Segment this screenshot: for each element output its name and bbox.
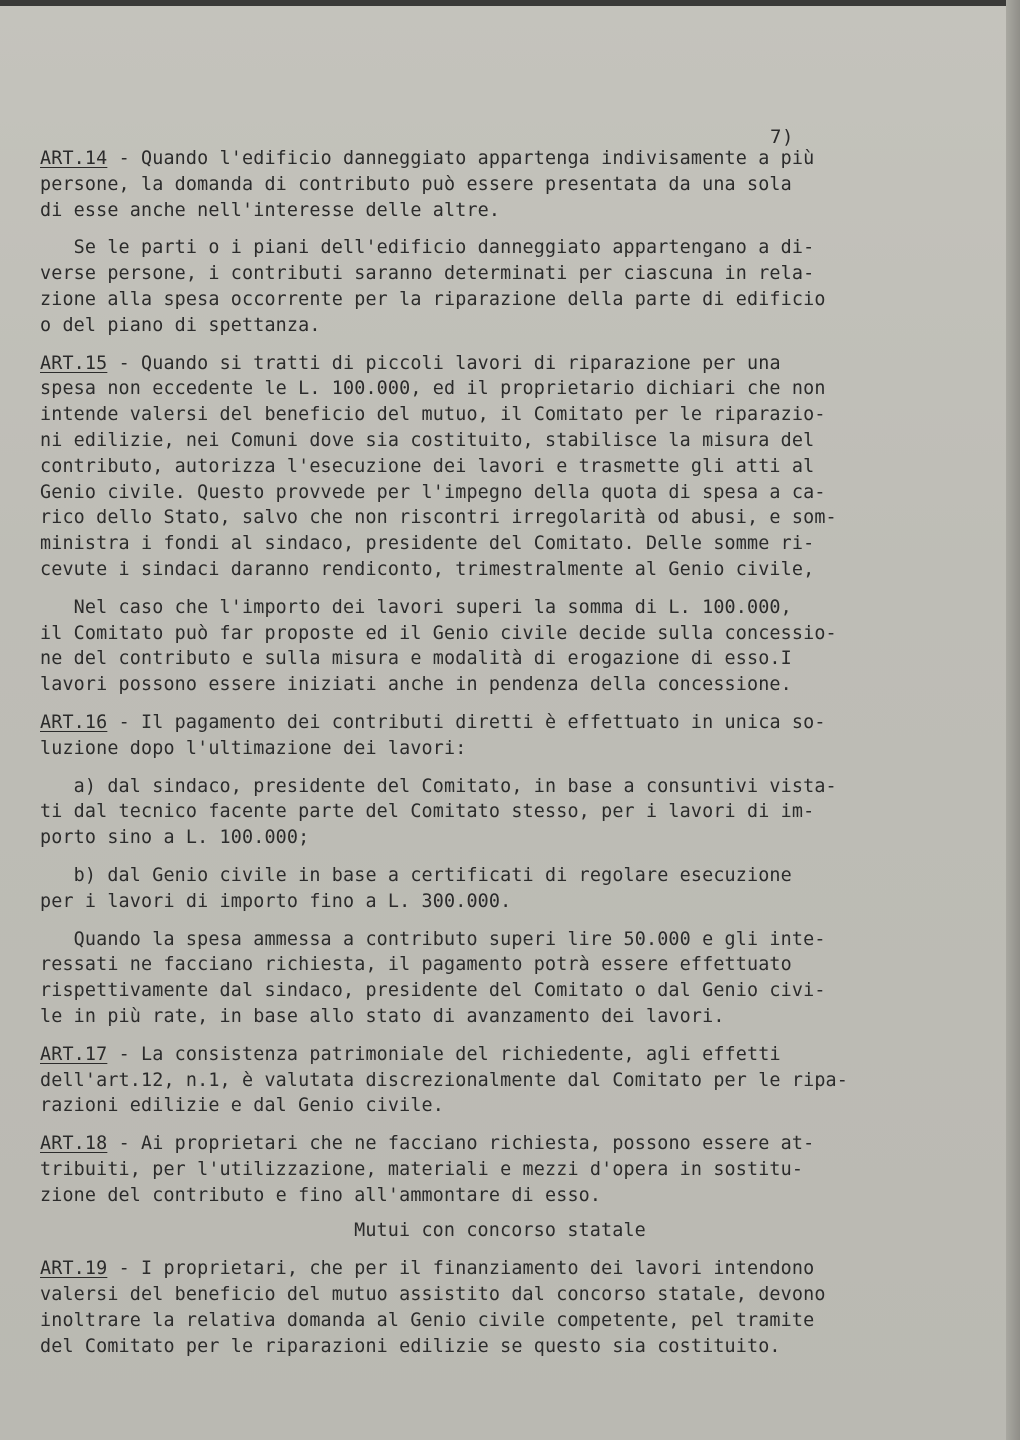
article-label: ART.19 [40, 1258, 108, 1280]
article-18 [40, 1131, 960, 1208]
text-line: a) dal sindaco, presidente del Comitato, in base a consuntivi vista- [40, 775, 837, 797]
article-16 [40, 710, 960, 762]
text-line: Nel caso che l'importo dei lavori superi la somma di L. 100.000, [40, 596, 792, 618]
text-line: o del piano di spettanza. [40, 314, 321, 336]
text-line: spesa non eccedente le L. 100.000, ed il proprietario dichiari che non [40, 378, 826, 400]
text-line: luzione dopo l'ultimazione dei lavori: [40, 737, 467, 759]
text-line: Quando la spesa ammessa a contributo superi lire 50.000 e gli inte- [40, 928, 826, 950]
article-label: ART.17 [40, 1043, 108, 1065]
article-14 [40, 146, 960, 223]
text-line: zione del contributo e fino all'ammontare di esso. [40, 1184, 602, 1206]
text-line: valersi del beneficio del mutuo assistito dal concorso statale, devono [40, 1284, 826, 1306]
text-line: tribuiti, per l'utilizzazione, materiali e mezzi d'opera in sostitu- [40, 1158, 804, 1180]
text-line: rico dello Stato, salvo che non riscontri irregolarità od abusi, e som- [40, 507, 837, 529]
article-15 [40, 351, 960, 583]
text-line: del Comitato per le riparazioni edilizie se questo sia costituito. [40, 1335, 781, 1357]
scan-right-edge [1006, 0, 1020, 1440]
page-number: 7) [770, 126, 794, 148]
text-line: - Quando si tratti di piccoli lavori di riparazione per una [107, 352, 781, 374]
text-line: verse persone, i contributi saranno determinati per ciascuna in rela- [40, 263, 815, 285]
text-line: ti dal tecnico facente parte del Comitato stesso, per i lavori di im- [40, 801, 815, 823]
text-line: ministra i fondi al sindaco, presidente del Comitato. Delle somme ri- [40, 533, 815, 555]
section-heading: Mutui con concorso statale [354, 1220, 646, 1242]
text-line: ressati ne facciano richiesta, il pagamento potrà essere effettuato [40, 954, 792, 976]
text-line: lavori possono essere iniziati anche in pendenza della concessione. [40, 674, 792, 696]
text-line: - Il pagamento dei contributi diretti è effettuato in unica so- [107, 711, 826, 733]
text-line: il Comitato può far proposte ed il Genio civile decide sulla concessio- [40, 622, 837, 644]
article-17 [40, 1042, 960, 1119]
text-line: le in più rate, in base allo stato di avanzamento dei lavori. [40, 1005, 725, 1027]
document-body [40, 146, 960, 1371]
text-line: Genio civile. Questo provvede per l'impegno della quota di spesa a ca- [40, 481, 826, 503]
text-line: inoltrare la relativa domanda al Genio civile competente, pel tramite [40, 1309, 815, 1331]
article-label: ART.15 [40, 352, 108, 374]
text-line: zione alla spesa occorrente per la riparazione della parte di edificio [40, 288, 826, 310]
text-line: Se le parti o i piani dell'edificio danneggiato appartengano a di- [40, 237, 815, 259]
article-label: ART.14 [40, 148, 108, 169]
scan-top-edge [0, 0, 1020, 6]
text-line: ne del contributo e sulla misura e modalità di erogazione di esso.I [40, 648, 792, 670]
article-label: ART.16 [40, 711, 108, 733]
text-line: rispettivamente dal sindaco, presidente del Comitato o dal Genio civi- [40, 980, 826, 1002]
article-16-item-b [40, 863, 960, 915]
text-line: di esse anche nell'interesse delle altre. [40, 199, 501, 221]
text-line: b) dal Genio civile in base a certificati di regolare esecuzione [40, 864, 792, 886]
article-label: ART.18 [40, 1133, 108, 1155]
article-16-item-a [40, 774, 960, 851]
article-14-paragraph-2 [40, 235, 960, 338]
text-line: persone, la domanda di contributo può essere presentata da una sola [40, 173, 792, 195]
text-line: dell'art.12, n.1, è valutata discrezionalmente dal Comitato per le ripa- [40, 1069, 848, 1091]
text-line: - Quando l'edificio danneggiato appartenga indivisamente a più [107, 148, 815, 169]
article-16-paragraph-3 [40, 927, 960, 1030]
text-line: per i lavori di importo fino a L. 300.000. [40, 890, 512, 912]
text-line: - Ai proprietari che ne facciano richiesta, possono essere at- [107, 1133, 815, 1155]
text-line: intende valersi del beneficio del mutuo, il Comitato per le riparazio- [40, 404, 826, 426]
text-line: razioni edilizie e dal Genio civile. [40, 1095, 444, 1117]
article-15-paragraph-2 [40, 595, 960, 698]
text-line: contributo, autorizza l'esecuzione dei lavori e trasmette gli atti al [40, 455, 815, 477]
text-line: - I proprietari, che per il finanziamento dei lavori intendono [107, 1258, 815, 1280]
text-line: ni edilizie, nei Comuni dove sia costituito, stabilisce la misura del [40, 429, 815, 451]
article-19 [40, 1256, 960, 1359]
text-line: - La consistenza patrimoniale del richiedente, agli effetti [107, 1043, 781, 1065]
text-line: cevute i sindaci daranno rendiconto, trimestralmente al Genio civile, [40, 558, 815, 580]
text-line: porto sino a L. 100.000; [40, 827, 310, 849]
